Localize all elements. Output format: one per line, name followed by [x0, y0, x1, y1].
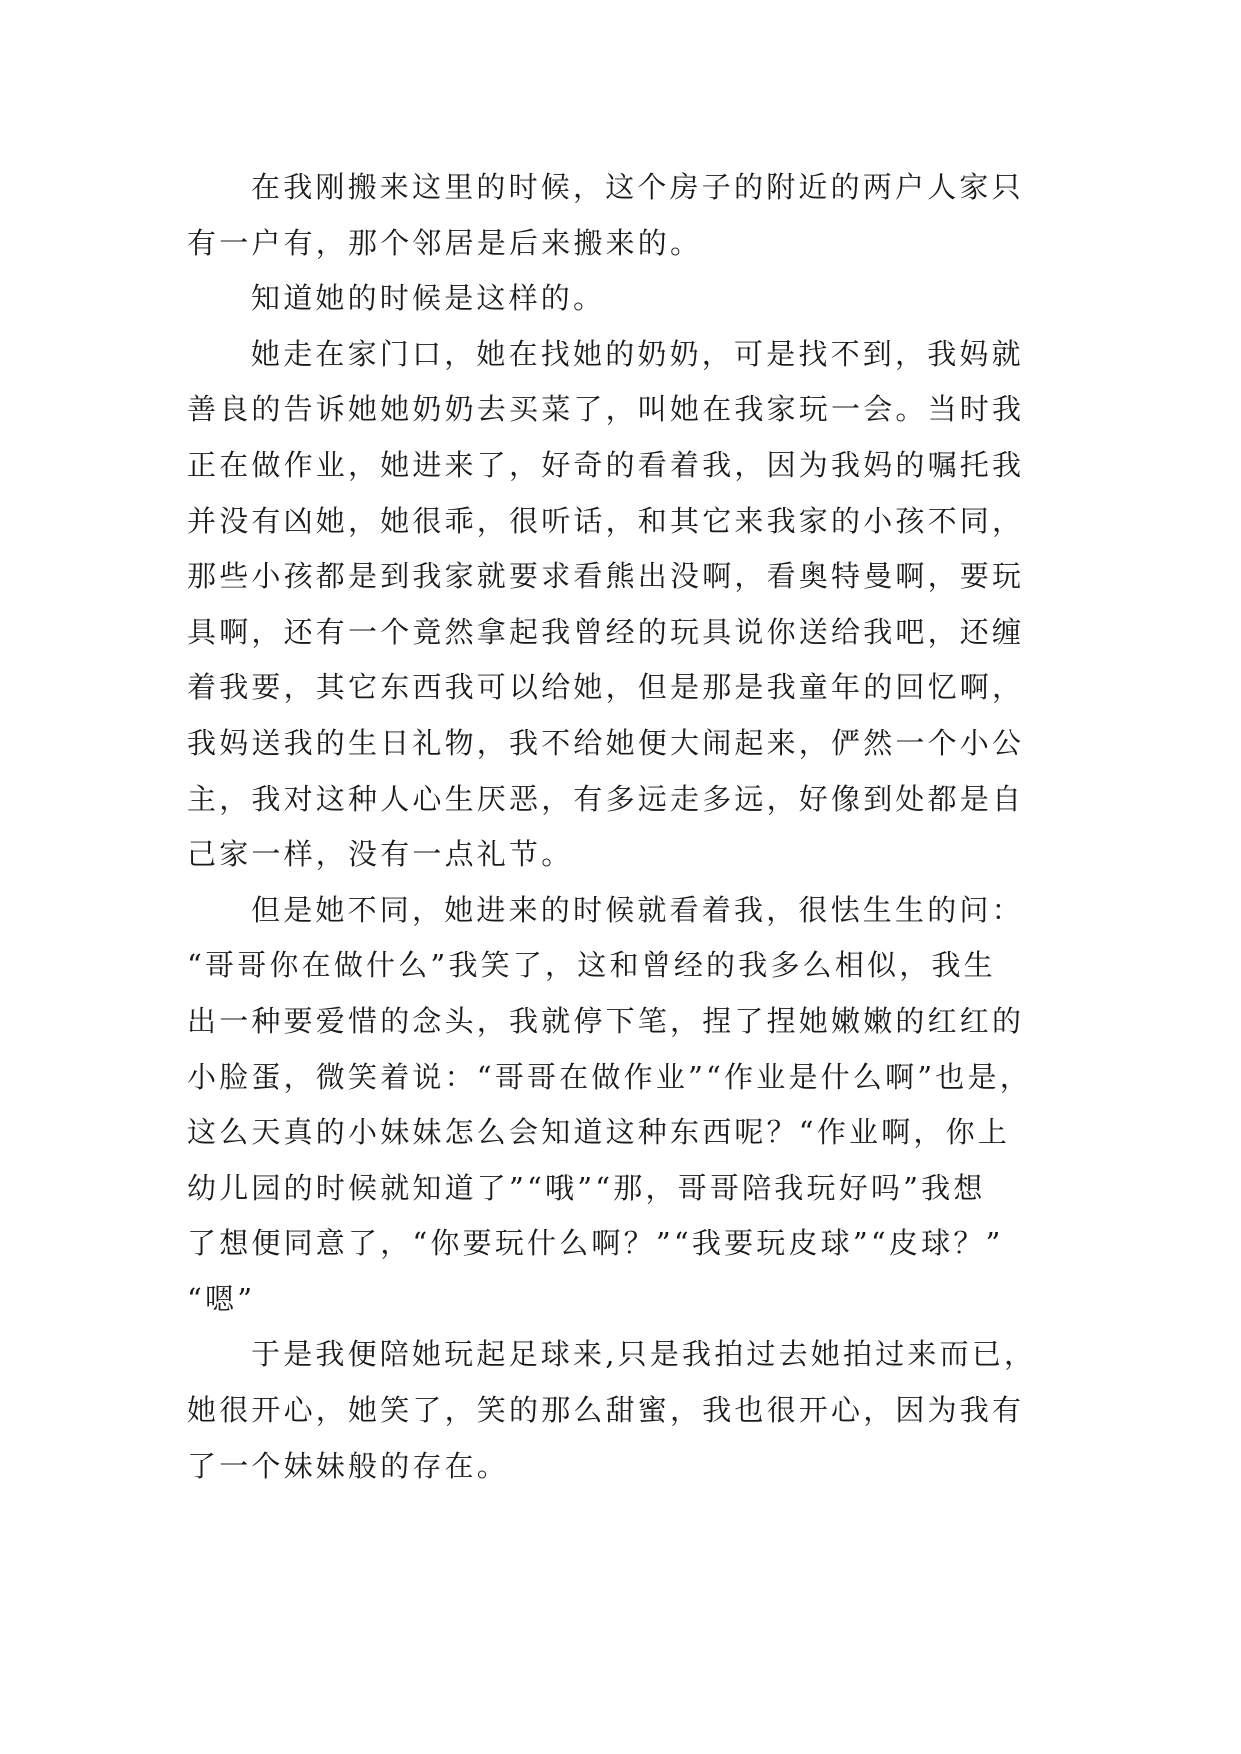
paragraph-4 [187, 883, 1057, 1328]
text-line: 她很开心，她笑了，笑的那么甜蜜，我也很开心，因为我有 [187, 1393, 1025, 1428]
text-line: 有一户有，那个邻居是后来搬来的。 [187, 225, 703, 260]
text-line: 知道她的时候是这样的。 [251, 281, 606, 316]
text-line: 但是她不同，她进来的时候就看着我，很怯生生的问： [251, 892, 1024, 927]
text-line: “哥哥你在做什么”我笑了，这和曾经的我多么相似，我生 [187, 948, 996, 983]
text-line: 出一种要爱惜的念头，我就停下笔，捏了捏她嫩嫩的红红的 [187, 1003, 1025, 1038]
paragraph-3 [187, 327, 1057, 883]
text-line: 幼儿园的时候就知道了”“哦”“那，哥哥陪我玩好吗”我想 [187, 1170, 986, 1205]
text-line: 善良的告诉她她奶奶去买菜了，叫她在我家玩一会。当时我 [187, 392, 1025, 427]
text-line: 小脸蛋，微笑着说：“哥哥在做作业”“作业是什么啊”也是， [187, 1059, 1032, 1094]
text-line: 她走在家门口，她在找她的奶奶，可是找不到，我妈就 [251, 336, 1024, 371]
text-line: 正在做作业，她进来了，好奇的看着我，因为我妈的嘱托我 [187, 447, 1025, 482]
text-line: 了想便同意了，“你要玩什么啊？”“我要玩皮球”“皮球？” [187, 1226, 1004, 1261]
text-line: 着我要，其它东西我可以给她，但是那是我童年的回忆啊， [187, 670, 1025, 705]
document-body [187, 160, 1057, 1494]
paragraph-5 [187, 1327, 1057, 1494]
text-line: 我妈送我的生日礼物，我不给她便大闹起来，俨然一个小公 [187, 725, 1025, 760]
paragraph-2 [187, 271, 1057, 327]
text-line: 那些小孩都是到我家就要求看熊出没啊，看奥特曼啊，要玩 [187, 559, 1025, 594]
text-line: 主，我对这种人心生厌恶，有多远走多远，好像到处都是自 [187, 781, 1025, 816]
text-line: 并没有凶她，她很乖，很听话，和其它来我家的小孩不同， [187, 503, 1025, 538]
text-line: 了一个妹妹般的存在。 [187, 1448, 510, 1483]
text-line: 具啊，还有一个竟然拿起我曾经的玩具说你送给我吧，还缠 [187, 614, 1025, 649]
text-line: “嗯” [187, 1281, 256, 1316]
paragraph-1 [187, 160, 1057, 271]
text-line: 己家一样，没有一点礼节。 [187, 837, 574, 872]
text-line: 这么天真的小妹妹怎么会知道这种东西呢？“作业啊，你上 [187, 1115, 1011, 1150]
text-line: 于是我便陪她玩起足球来,只是我拍过去她拍过来而已， [251, 1337, 1037, 1372]
text-line: 在我刚搬来这里的时候，这个房子的附近的两户人家只 [251, 170, 1024, 204]
